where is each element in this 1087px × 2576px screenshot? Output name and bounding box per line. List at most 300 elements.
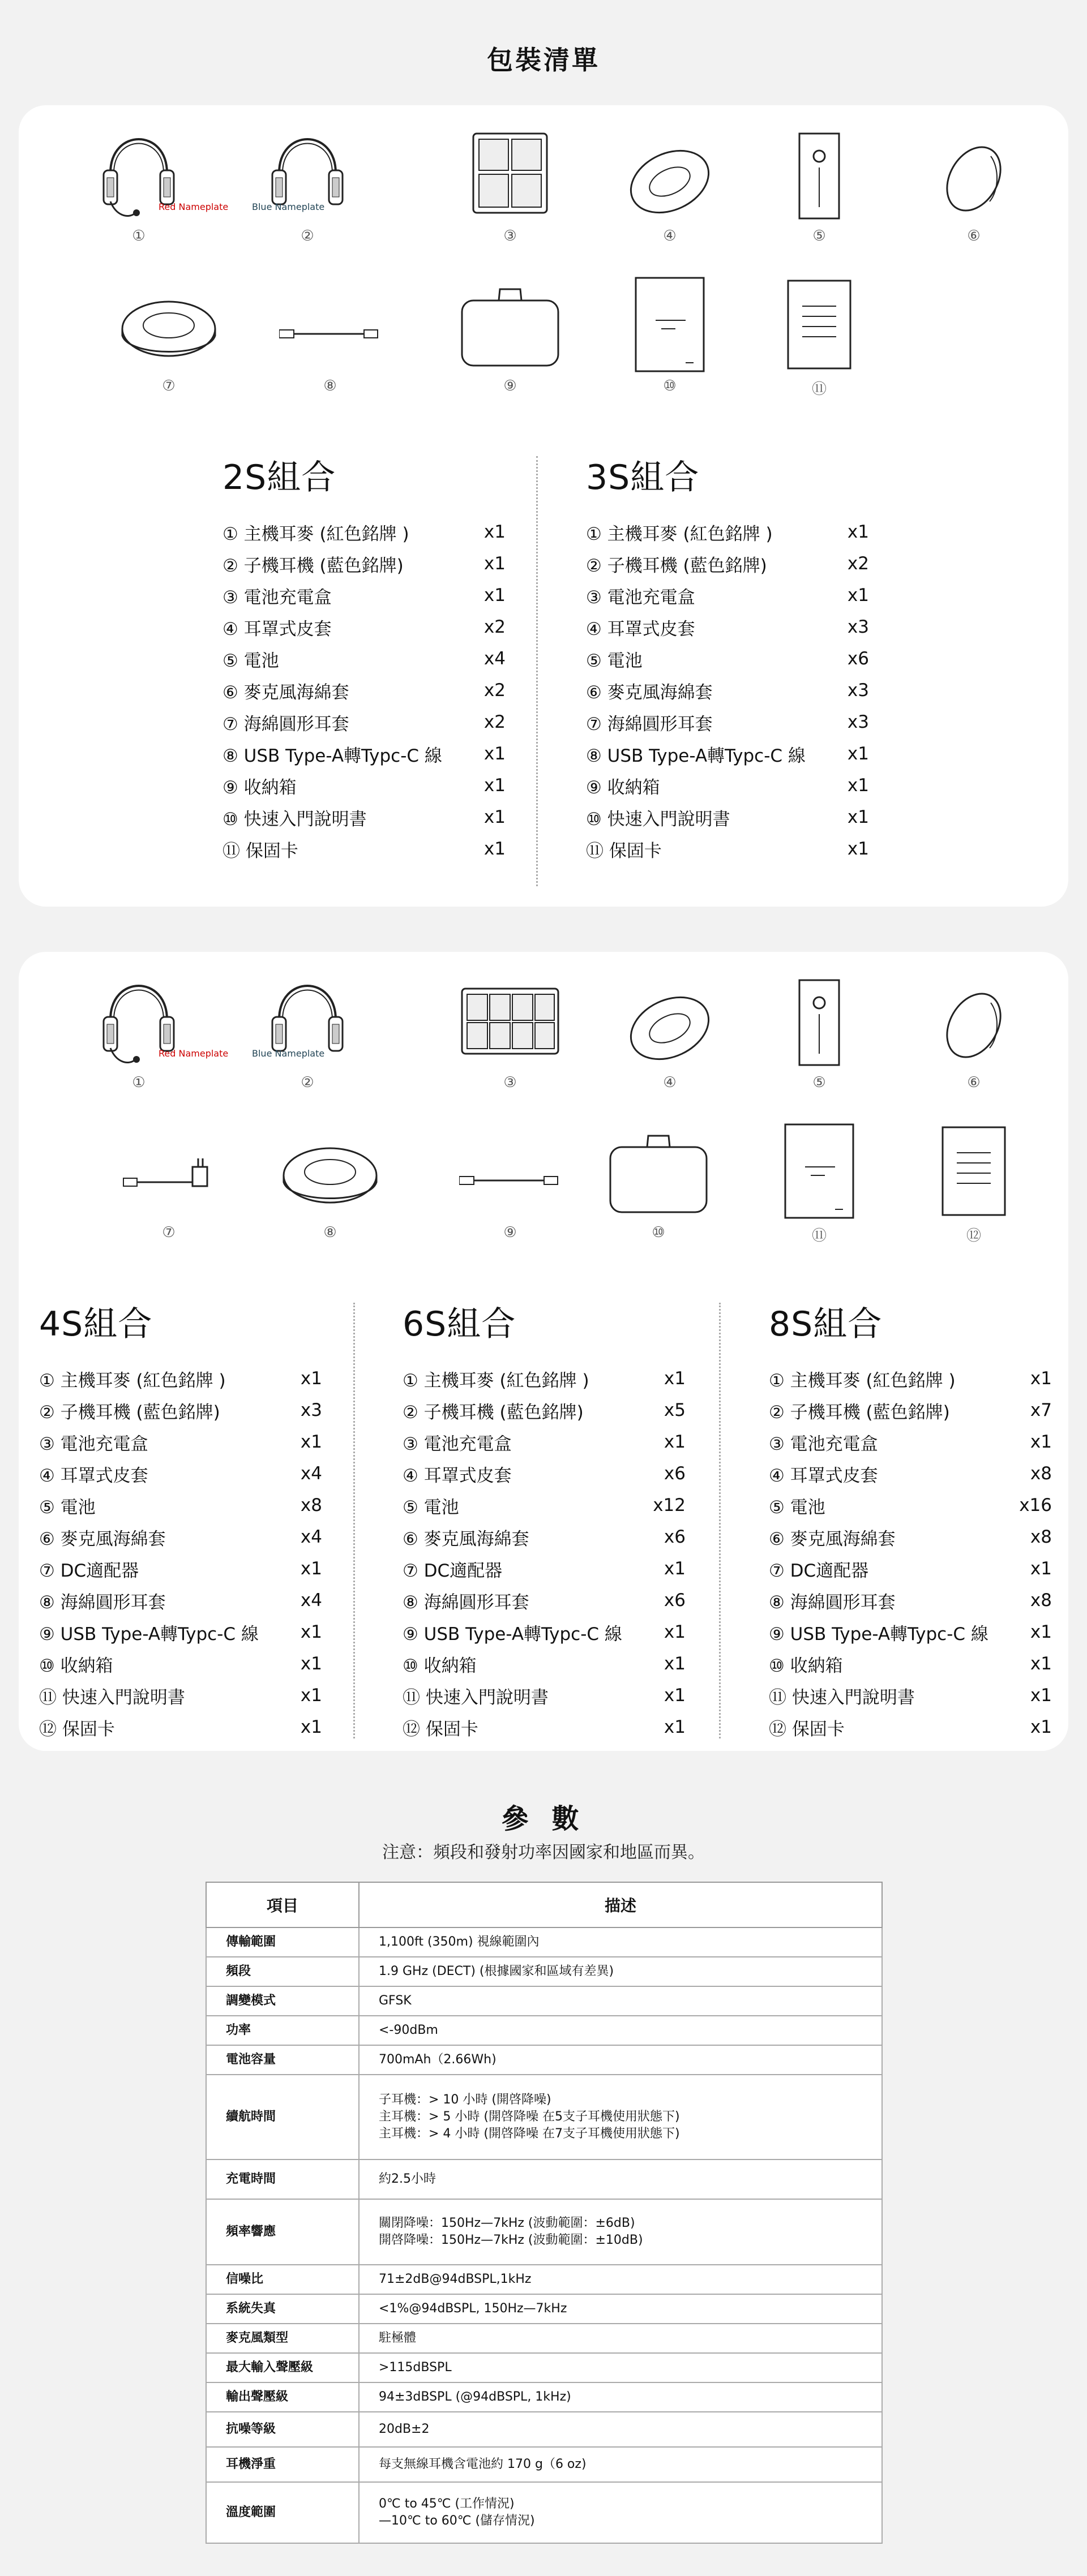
combo-item [769, 1711, 1052, 1743]
item-warranty-card [923, 1113, 1025, 1243]
item-foam-ear-pad [118, 267, 220, 397]
combo-item [403, 1616, 686, 1648]
dc-adapter-icon [118, 1113, 220, 1221]
params-note: 注意：頻段和發射功率因國家和地區而異。 [382, 1843, 705, 1862]
combo-item [222, 801, 506, 833]
spec-row [206, 2159, 882, 2199]
quick-start-guide-icon [768, 1113, 870, 1221]
combo-item [586, 579, 869, 611]
item-foam-ear-pad [279, 1113, 381, 1243]
combo-item-label: ③ 電池充電盒 [769, 1433, 878, 1454]
combo-item-label: ⑤ 電池 [769, 1497, 825, 1518]
item-battery [768, 963, 870, 1093]
combo-item-label: ⑪ 快速入門說明書 [39, 1687, 185, 1708]
combo-6s [403, 1297, 686, 1743]
combo-item-label: ⑩ 收納箱 [769, 1655, 843, 1676]
item-number: ① [132, 1074, 145, 1091]
item-number: ⑦ [162, 1224, 176, 1241]
spec-table [206, 1882, 883, 2544]
combo-item [586, 770, 869, 801]
spec-value: 每支無線耳機含電池約 170 g（6 oz) [359, 2447, 882, 2482]
combo-title: 4S組合 [39, 1304, 153, 1344]
combo-item [769, 1363, 1052, 1394]
combo-item [586, 738, 869, 770]
item-number: ⑩ [652, 1224, 665, 1241]
combo-item-label: ② 子機耳機 (藍色銘牌) [403, 1402, 584, 1423]
combo-item-qty: x1 [847, 775, 869, 796]
combo-item-qty: x2 [847, 553, 869, 574]
combo-item [222, 611, 506, 643]
combo-item-label: ⑤ 電池 [403, 1497, 459, 1518]
item-number: ⑥ [967, 1074, 981, 1091]
combo-item-label: ⑩ 收納箱 [39, 1655, 113, 1676]
item-number: ③ [503, 227, 517, 244]
combo-item-label: ⑨ USB Type-A轉Typc-C 線 [403, 1624, 622, 1645]
combo-item [769, 1553, 1052, 1585]
divider [353, 1303, 355, 1738]
item-mic-foam [923, 963, 1025, 1093]
package-card-4s-6s-8s [19, 952, 1068, 1751]
item-number: ⑧ [323, 377, 337, 394]
spec-key: 最大輸入聲壓級 [206, 2353, 359, 2382]
divider [719, 1303, 721, 1738]
package-card-2s-3s [19, 105, 1068, 907]
item-number: ⑩ [663, 377, 677, 394]
combo-item-label: ⑦ DC適配器 [39, 1560, 139, 1581]
combo-item [222, 579, 506, 611]
combo-item-label: ⑧ USB Type-A轉Typc-C 線 [222, 745, 442, 766]
combo-item-label: ⑧ USB Type-A轉Typc-C 線 [586, 745, 806, 766]
ear-cushion-icon [619, 117, 721, 224]
foam-ear-pad-icon [118, 267, 220, 374]
combo-title: 6S組合 [403, 1304, 516, 1344]
combo-item [769, 1521, 1052, 1553]
combo-item-label: ⑨ USB Type-A轉Typc-C 線 [769, 1624, 988, 1645]
item-number: ⑦ [162, 377, 176, 394]
spec-row [206, 2016, 882, 2045]
combo-item-qty: x1 [664, 1432, 686, 1452]
combo-item [222, 516, 506, 548]
combo-item-qty: x16 [1019, 1495, 1052, 1515]
combo-item [586, 643, 869, 675]
spec-key: 功率 [206, 2016, 359, 2045]
combo-item-qty: x8 [300, 1495, 322, 1515]
spec-row [206, 1957, 882, 1986]
item-number: ④ [663, 1074, 677, 1091]
combo-item-qty: x8 [1030, 1527, 1052, 1547]
item-number: ⑨ [503, 377, 517, 394]
combo-item-label: ⑫ 保固卡 [769, 1719, 845, 1740]
spec-key: 系統失真 [206, 2294, 359, 2324]
combo-item-label: ⑥ 麥克風海綿套 [586, 682, 713, 703]
combo-item [222, 548, 506, 579]
combo-item-qty: x3 [300, 1400, 322, 1420]
item-number: ⑪ [811, 381, 827, 398]
red-nameplate-label: Red Nameplate [159, 201, 229, 212]
spec-key: 耳機淨重 [206, 2447, 359, 2482]
combo-item-qty: x1 [1030, 1685, 1052, 1706]
combo-item-label: ⑦ 海綿圓形耳套 [222, 714, 349, 735]
combo-item-label: ③ 電池充電盒 [403, 1433, 512, 1454]
combo-item [769, 1426, 1052, 1458]
combo-3s [586, 450, 869, 865]
spec-key: 傳輸範圍 [206, 1927, 359, 1957]
combo-item [222, 833, 506, 865]
combo-item-qty: x8 [1030, 1590, 1052, 1611]
spec-value: 94±3dBSPL (@94dBSPL, 1kHz) [359, 2382, 882, 2412]
item-usb-cable [279, 267, 381, 397]
combo-item [222, 706, 506, 738]
combo-item-label: ⑪ 快速入門說明書 [769, 1687, 915, 1708]
combo-item-label: ⑫ 保固卡 [403, 1719, 478, 1740]
combo-title: 2S組合 [222, 458, 336, 497]
combo-item [39, 1680, 322, 1711]
combo-item-qty: x1 [847, 585, 869, 606]
mic-foam-icon [923, 117, 1025, 224]
item-number: ⑤ [812, 1074, 826, 1091]
combo-item-label: ⑩ 快速入門說明書 [222, 809, 367, 830]
combo-item [39, 1616, 322, 1648]
combo-item-qty: x8 [1030, 1463, 1052, 1484]
combo-item [39, 1648, 322, 1680]
combo-item-label: ⑦ DC適配器 [403, 1560, 503, 1581]
combo-item [403, 1489, 686, 1521]
foam-ear-pad-icon [279, 1113, 381, 1221]
item-number: ⑫ [966, 1227, 981, 1244]
combo-list [586, 516, 869, 865]
item-number: ⑤ [812, 227, 826, 244]
spec-value: 0℃ to 45℃ (工作情況) —10℃ to 60℃ (儲存情況) [359, 2482, 882, 2543]
combo-item-qty: x1 [483, 744, 506, 764]
combo-title: 3S組合 [586, 458, 700, 497]
combo-item-label: ⑩ 收納箱 [403, 1655, 477, 1676]
spec-key: 溫度範圍 [206, 2482, 359, 2543]
combo-item-label: ④ 耳罩式皮套 [586, 619, 695, 639]
item-quick-start-guide [768, 1113, 870, 1243]
combo-item [769, 1394, 1052, 1426]
warranty-card-icon [768, 267, 870, 374]
quick-start-guide-icon [619, 267, 721, 374]
combo-item [403, 1426, 686, 1458]
item-ear-cushion [619, 963, 721, 1093]
combo-item [769, 1616, 1052, 1648]
combo-list [222, 516, 506, 865]
combo-item-qty: x1 [664, 1368, 686, 1389]
combo-item-label: ⑧ 海綿圓形耳套 [769, 1592, 896, 1613]
item-main-headset [88, 117, 229, 247]
combo-item-qty: x3 [847, 712, 869, 732]
combo-item-label: ⑪ 保固卡 [586, 840, 662, 861]
spec-row [206, 2412, 882, 2447]
spec-row [206, 2482, 882, 2543]
combo-item-qty: x2 [483, 617, 506, 637]
combo-item-label: ④ 耳罩式皮套 [403, 1465, 512, 1486]
combo-item-qty: x12 [653, 1495, 686, 1515]
item-number: ⑥ [967, 227, 981, 244]
spec-key: 電池容量 [206, 2045, 359, 2075]
combo-item [403, 1521, 686, 1553]
combo-item [769, 1648, 1052, 1680]
combo-item-qty: x6 [847, 649, 869, 669]
spec-key: 信噪比 [206, 2265, 359, 2294]
combo-item-qty: x1 [664, 1622, 686, 1642]
combo-item-qty: x1 [300, 1654, 322, 1674]
item-main-headset [88, 963, 229, 1093]
combo-item-qty: x1 [300, 1559, 322, 1579]
blue-nameplate-label: Blue Nameplate [252, 201, 325, 212]
combo-item-label: ⑫ 保固卡 [39, 1719, 115, 1740]
combo-item-qty: x1 [300, 1622, 322, 1642]
spec-value: 子耳機：> 10 小時 (開啓降噪) 主耳機：> 5 小時 (開啓降噪 在5支子耳機使用狀態下) 主耳機：> 4 小時 (開啓降噪 在7支子耳機使用狀態下) [359, 2075, 882, 2159]
spec-header-row [206, 1882, 882, 1927]
spec-value: GFSK [359, 1986, 882, 2016]
spec-value: 71±2dB@94dBSPL,1kHz [359, 2265, 882, 2294]
combo-item-label: ⑤ 電池 [39, 1497, 96, 1518]
combo-item-label: ⑤ 電池 [222, 650, 279, 671]
combo-item [39, 1585, 322, 1616]
combo-item-qty: x1 [847, 807, 869, 827]
params-title: 參 數 [501, 1803, 586, 1835]
combo-list [39, 1363, 322, 1743]
combo-list [769, 1363, 1052, 1743]
combo-item [769, 1489, 1052, 1521]
combo-item [222, 770, 506, 801]
spec-row [206, 2199, 882, 2265]
item-number: ⑪ [811, 1227, 827, 1244]
spec-value: 1,100ft (350m) 視線範圍內 [359, 1927, 882, 1957]
combo-item [586, 833, 869, 865]
combo-item-label: ② 子機耳機 (藍色銘牌) [39, 1402, 220, 1423]
combo-item-label: ⑧ 海綿圓形耳套 [403, 1592, 529, 1613]
item-storage-case [459, 267, 561, 397]
item-number: ② [301, 227, 314, 244]
spec-value: 關閉降噪：150Hz—7kHz (波動範圍：±6dB) 開啓降噪：150Hz—7kHz (波動範圍：±10dB) [359, 2199, 882, 2265]
item-battery [768, 117, 870, 247]
combo-item-qty: x1 [1030, 1654, 1052, 1674]
combo-item [586, 611, 869, 643]
spec-value: <1%@94dBSPL, 150Hz—7kHz [359, 2294, 882, 2324]
combo-item [403, 1680, 686, 1711]
combo-item-label: ⑦ DC適配器 [769, 1560, 869, 1581]
storage-case-icon [448, 267, 572, 374]
combo-item [222, 643, 506, 675]
spec-value: 20dB±2 [359, 2412, 882, 2447]
combo-item [586, 548, 869, 579]
spec-key: 抗噪等級 [206, 2412, 359, 2447]
charging-case-icon [459, 117, 561, 224]
combo-item-qty: x1 [483, 775, 506, 796]
combo-item-qty: x1 [483, 839, 506, 859]
combo-item-label: ⑦ 海綿圓形耳套 [586, 714, 713, 735]
combo-item-label: ① 主機耳麥 (紅色銘牌 ) [39, 1370, 226, 1391]
combo-item-qty: x5 [664, 1400, 686, 1420]
combo-item [222, 675, 506, 706]
mic-foam-icon [923, 963, 1025, 1071]
combo-item-label: ⑧ 海綿圓形耳套 [39, 1592, 166, 1613]
combo-list [403, 1363, 686, 1743]
combo-item-label: ③ 電池充電盒 [39, 1433, 148, 1454]
combo-item-qty: x1 [483, 522, 506, 542]
combo-item-qty: x1 [300, 1368, 322, 1389]
combo-item-qty: x4 [300, 1527, 322, 1547]
combo-item-qty: x1 [483, 553, 506, 574]
combo-item-qty: x1 [847, 744, 869, 764]
spec-row [206, 1927, 882, 1957]
combo-item [403, 1711, 686, 1743]
spec-key: 調變模式 [206, 1986, 359, 2016]
spec-value: >115dBSPL [359, 2353, 882, 2382]
combo-item-label: ⑥ 麥克風海綿套 [222, 682, 349, 703]
combo-item [769, 1680, 1052, 1711]
item-dc-adapter [118, 1113, 220, 1243]
combo-item-qty: x1 [1030, 1432, 1052, 1452]
combo-item-qty: x1 [483, 585, 506, 606]
red-nameplate-label: Red Nameplate [159, 1048, 229, 1059]
combo-item-label: ③ 電池充電盒 [222, 587, 332, 608]
spec-value: 約2.5小時 [359, 2159, 882, 2199]
spec-key: 頻率響應 [206, 2199, 359, 2265]
combo-8s [769, 1297, 1052, 1743]
combo-item-label: ⑥ 麥克風海綿套 [403, 1529, 529, 1549]
item-number: ② [301, 1074, 314, 1091]
combo-item-qty: x1 [847, 839, 869, 859]
combo-item-label: ① 主機耳麥 (紅色銘牌 ) [769, 1370, 956, 1391]
spec-value: 1.9 GHz (DECT) (根據國家和區域有差異) [359, 1957, 882, 1986]
combo-item [39, 1363, 322, 1394]
combo-item-qty: x3 [847, 617, 869, 637]
combo-item-label: ① 主機耳麥 (紅色銘牌 ) [222, 523, 409, 544]
spec-row [206, 2265, 882, 2294]
combo-item [39, 1711, 322, 1743]
combo-item-qty: x6 [664, 1527, 686, 1547]
combo-item-qty: x1 [1030, 1368, 1052, 1389]
combo-item-label: ⑥ 麥克風海綿套 [769, 1529, 896, 1549]
combo-item-qty: x1 [1030, 1559, 1052, 1579]
spec-header-value: 描述 [359, 1882, 882, 1927]
combo-item [403, 1363, 686, 1394]
combo-item-label: ⑨ 收納箱 [222, 777, 297, 798]
combo-item-label: ⑥ 麥克風海綿套 [39, 1529, 166, 1549]
combo-item-qty: x4 [300, 1590, 322, 1611]
combo-item-label: ④ 耳罩式皮套 [769, 1465, 878, 1486]
item-ear-cushion [619, 117, 721, 247]
combo-item-label: ③ 電池充電盒 [586, 587, 695, 608]
combo-item-qty: x1 [664, 1654, 686, 1674]
combo-item-label: ⑩ 快速入門說明書 [586, 809, 730, 830]
combo-item [403, 1394, 686, 1426]
usb-cable-icon [459, 1113, 561, 1221]
combo-item-qty: x1 [300, 1432, 322, 1452]
combo-item-qty: x6 [664, 1590, 686, 1611]
spec-key: 麥克風類型 [206, 2324, 359, 2353]
item-number: ① [132, 227, 145, 244]
combo-item [769, 1458, 1052, 1489]
combo-item [403, 1585, 686, 1616]
spec-table-body [206, 1927, 882, 2543]
combo-item-label: ⑨ 收納箱 [586, 777, 660, 798]
combo-item [39, 1521, 322, 1553]
spec-row [206, 2045, 882, 2075]
combo-item-label: ④ 耳罩式皮套 [222, 619, 332, 639]
combo-item-qty: x1 [664, 1559, 686, 1579]
combo-item [403, 1458, 686, 1489]
combo-item-qty: x3 [847, 680, 869, 701]
combo-item-qty: x1 [300, 1717, 322, 1737]
storage-case-icon [596, 1113, 721, 1221]
usb-cable-icon [279, 267, 381, 374]
item-sub-headset [252, 117, 358, 247]
combo-title: 8S組合 [769, 1304, 883, 1344]
combo-item-label: ⑪ 保固卡 [222, 840, 298, 861]
combo-item [39, 1553, 322, 1585]
combo-item [39, 1426, 322, 1458]
combo-item-label: ④ 耳罩式皮套 [39, 1465, 148, 1486]
charging-case-icon [448, 963, 572, 1071]
combo-item-qty: x4 [300, 1463, 322, 1484]
combo-item-qty: x6 [664, 1463, 686, 1484]
item-quick-start-guide [619, 267, 721, 397]
combo-item [222, 738, 506, 770]
combo-item [586, 706, 869, 738]
spec-row [206, 2382, 882, 2412]
spec-value: 700mAh（2.66Wh) [359, 2045, 882, 2075]
spec-row [206, 2075, 882, 2159]
item-storage-case [607, 1113, 709, 1243]
spec-row [206, 2447, 882, 2482]
spec-key: 輸出聲壓級 [206, 2382, 359, 2412]
combo-item-label: ② 子機耳機 (藍色銘牌) [769, 1402, 950, 1423]
item-charging-case [459, 117, 561, 247]
combo-item-qty: x1 [1030, 1622, 1052, 1642]
combo-item [403, 1648, 686, 1680]
combo-item-qty: x2 [483, 680, 506, 701]
battery-icon [768, 963, 870, 1071]
item-sub-headset [252, 963, 358, 1093]
combo-item-qty: x1 [483, 807, 506, 827]
ear-cushion-icon [619, 963, 721, 1071]
packing-list-title: 包裝清單 [487, 45, 600, 75]
combo-item-qty: x4 [483, 649, 506, 669]
combo-item [39, 1458, 322, 1489]
spec-row [206, 2324, 882, 2353]
combo-item [39, 1394, 322, 1426]
combo-item [39, 1489, 322, 1521]
combo-item-label: ⑨ USB Type-A轉Typc-C 線 [39, 1624, 259, 1645]
item-number: ③ [503, 1074, 517, 1091]
spec-key: 頻段 [206, 1957, 359, 1986]
combo-item-qty: x1 [300, 1685, 322, 1706]
blue-nameplate-label: Blue Nameplate [252, 1048, 325, 1059]
spec-key: 續航時間 [206, 2075, 359, 2159]
combo-item-qty: x1 [1030, 1717, 1052, 1737]
combo-item-qty: x1 [664, 1685, 686, 1706]
item-usb-cable [459, 1113, 561, 1243]
combo-item [586, 675, 869, 706]
divider [536, 456, 538, 886]
combo-item-label: ① 主機耳麥 (紅色銘牌 ) [403, 1370, 589, 1391]
combo-item [586, 801, 869, 833]
combo-4s [39, 1297, 322, 1743]
item-mic-foam [923, 117, 1025, 247]
combo-item-label: ① 主機耳麥 (紅色銘牌 ) [586, 523, 773, 544]
spec-value: <-90dBm [359, 2016, 882, 2045]
item-number: ⑧ [323, 1224, 337, 1241]
combo-item-label: ⑪ 快速入門說明書 [403, 1687, 549, 1708]
item-number: ④ [663, 227, 677, 244]
combo-item-qty: x1 [847, 522, 869, 542]
combo-item [586, 516, 869, 548]
item-charging-case [459, 963, 561, 1093]
